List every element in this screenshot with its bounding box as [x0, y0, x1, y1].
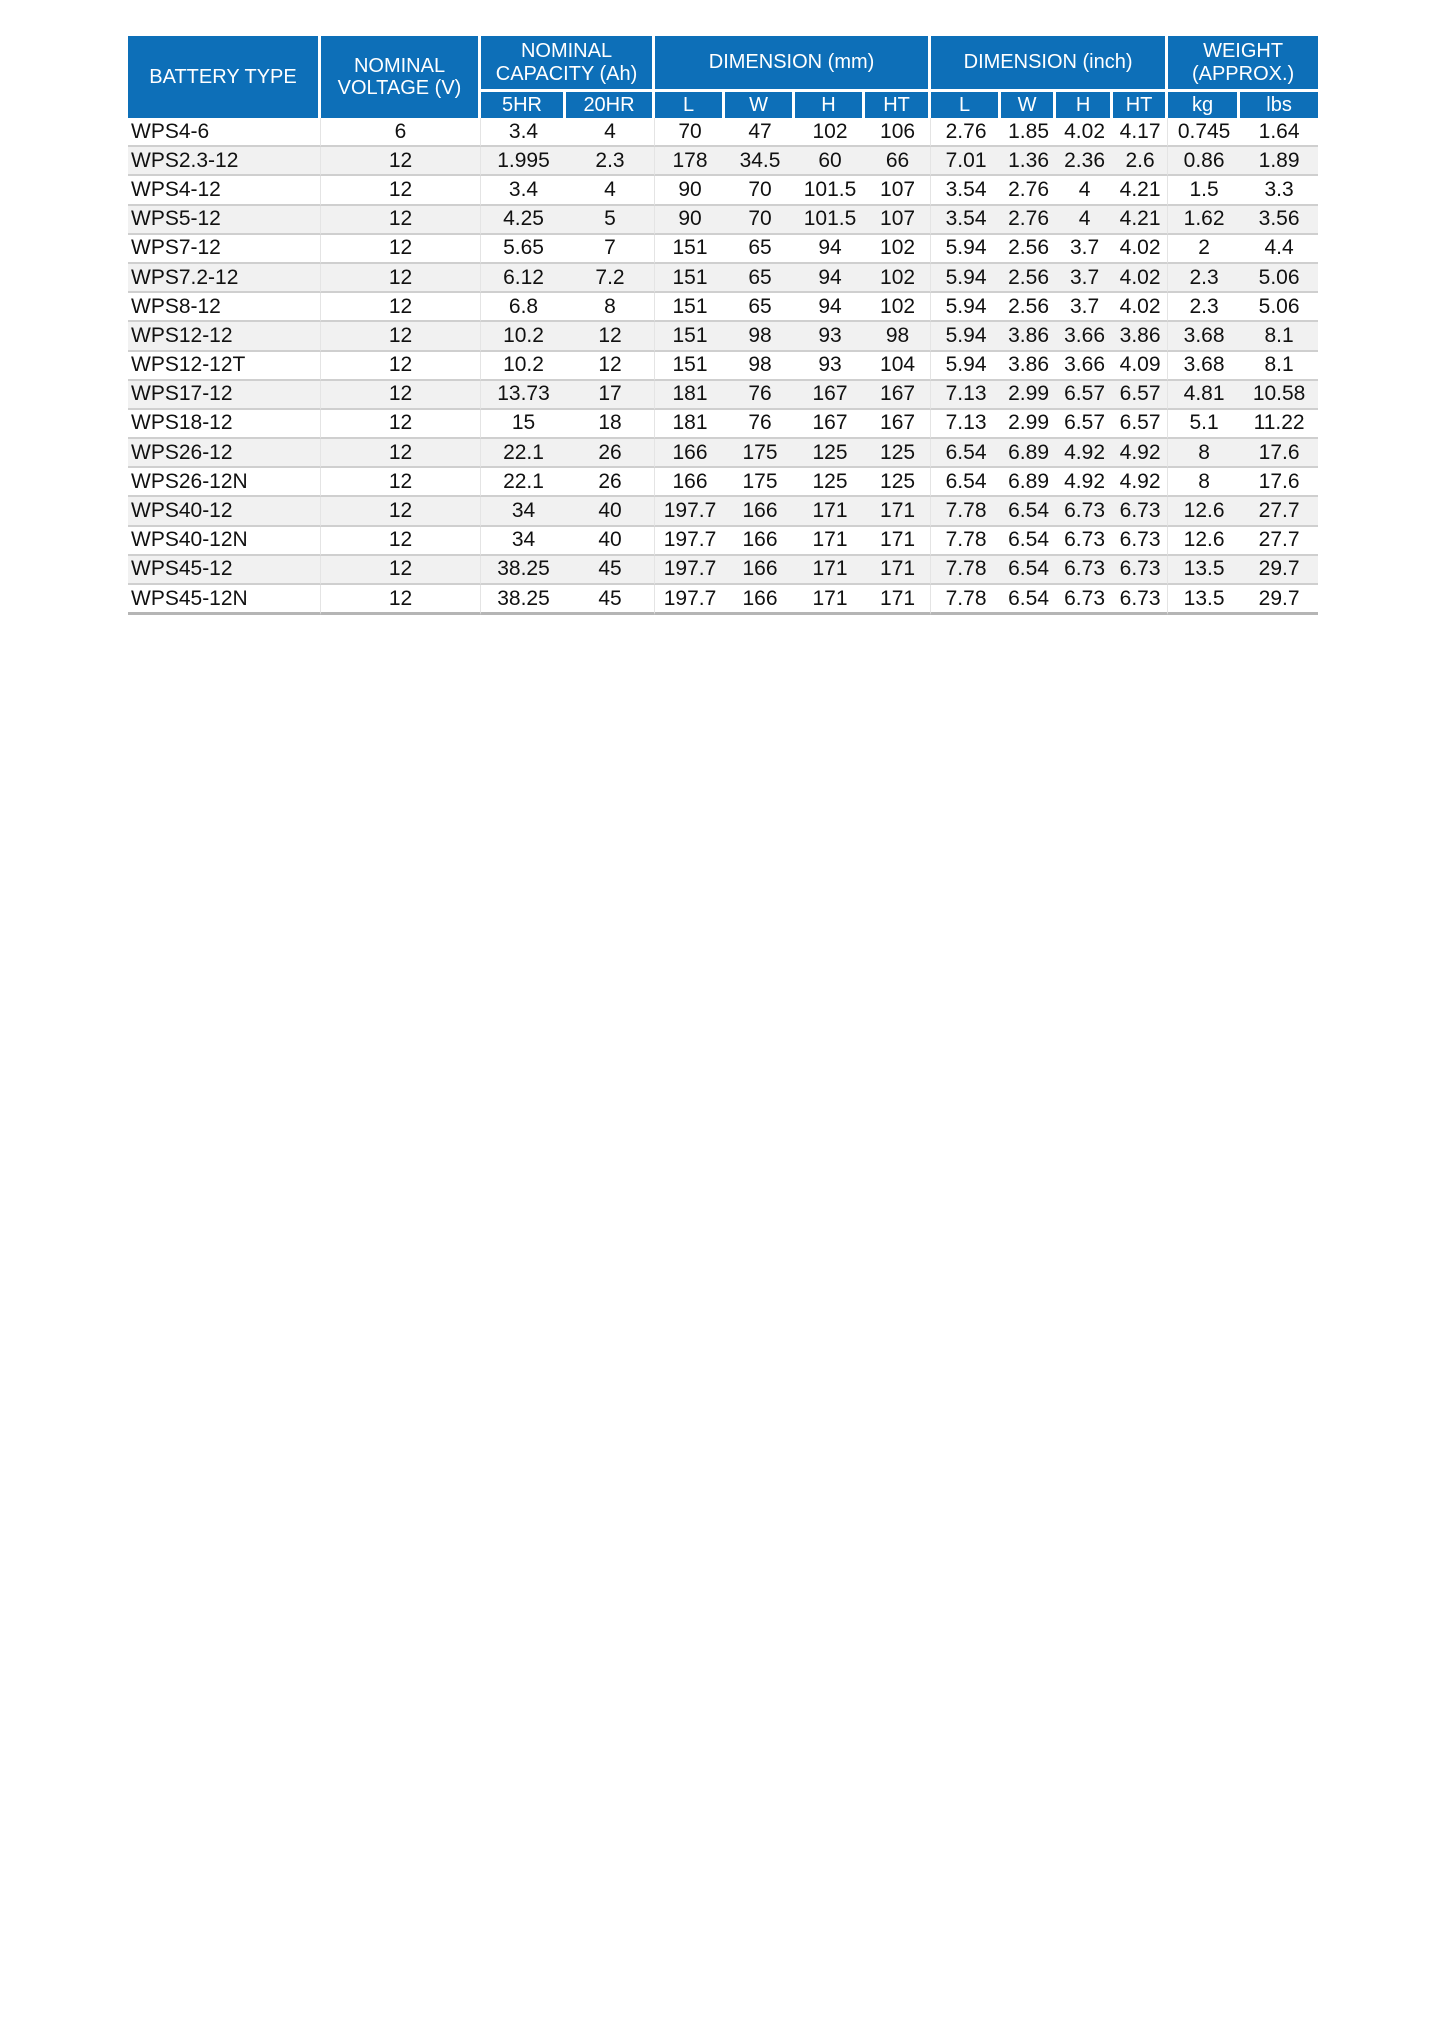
cell-nominal-voltage: 12: [321, 206, 481, 235]
header-mm-h: H: [795, 92, 865, 118]
cell-capacity-5hr: 4.25: [481, 206, 566, 235]
cell-inch-ht: 4.92: [1113, 439, 1168, 468]
header-dimension-inch: DIMENSION (inch): [931, 36, 1168, 92]
cell-inch-l: 7.01: [931, 147, 1001, 176]
cell-inch-ht: 4.02: [1113, 264, 1168, 293]
cell-mm-w: 166: [725, 497, 795, 526]
cell-mm-h: 93: [795, 322, 865, 351]
cell-inch-ht: 4.21: [1113, 206, 1168, 235]
cell-battery-type: WPS7-12: [128, 235, 321, 264]
cell-inch-l: 6.54: [931, 468, 1001, 497]
cell-mm-h: 125: [795, 468, 865, 497]
cell-inch-l: 7.78: [931, 497, 1001, 526]
cell-mm-h: 60: [795, 147, 865, 176]
table-row: [128, 410, 1318, 439]
cell-inch-ht: 6.57: [1113, 381, 1168, 410]
cell-mm-h: 167: [795, 381, 865, 410]
cell-weight-lbs: 8.1: [1240, 352, 1318, 381]
cell-mm-l: 151: [655, 352, 725, 381]
cell-capacity-5hr: 38.25: [481, 556, 566, 585]
cell-capacity-20hr: 7: [566, 235, 655, 264]
cell-inch-ht: 3.86: [1113, 322, 1168, 351]
cell-capacity-20hr: 12: [566, 352, 655, 381]
cell-mm-l: 151: [655, 264, 725, 293]
cell-mm-ht: 107: [865, 176, 931, 205]
cell-inch-h: 3.7: [1056, 293, 1113, 322]
cell-inch-l: 5.94: [931, 352, 1001, 381]
cell-inch-w: 6.54: [1001, 556, 1056, 585]
cell-inch-w: 2.56: [1001, 235, 1056, 264]
cell-weight-lbs: 10.58: [1240, 381, 1318, 410]
cell-mm-h: 125: [795, 439, 865, 468]
cell-inch-w: 6.89: [1001, 468, 1056, 497]
cell-inch-h: 6.57: [1056, 381, 1113, 410]
cell-inch-ht: 4.17: [1113, 118, 1168, 147]
cell-capacity-5hr: 13.73: [481, 381, 566, 410]
cell-mm-h: 94: [795, 264, 865, 293]
cell-inch-l: 2.76: [931, 118, 1001, 147]
battery-spec-sheet: [128, 36, 1318, 615]
cell-weight-lbs: 5.06: [1240, 264, 1318, 293]
cell-inch-l: 7.78: [931, 527, 1001, 556]
cell-battery-type: WPS40-12: [128, 497, 321, 526]
cell-weight-kg: 1.62: [1168, 206, 1240, 235]
cell-mm-ht: 98: [865, 322, 931, 351]
cell-mm-l: 90: [655, 206, 725, 235]
cell-capacity-5hr: 3.4: [481, 176, 566, 205]
header-20hr: 20HR: [566, 92, 655, 118]
cell-capacity-20hr: 26: [566, 468, 655, 497]
cell-mm-h: 101.5: [795, 176, 865, 205]
header-inch-ht: HT: [1113, 92, 1168, 118]
header-mm-w: W: [725, 92, 795, 118]
header-inch-h: H: [1056, 92, 1113, 118]
cell-inch-l: 7.78: [931, 556, 1001, 585]
table-row: [128, 206, 1318, 235]
cell-weight-kg: 1.5: [1168, 176, 1240, 205]
cell-inch-ht: 4.92: [1113, 468, 1168, 497]
cell-mm-ht: 171: [865, 497, 931, 526]
cell-inch-l: 5.94: [931, 322, 1001, 351]
cell-weight-lbs: 11.22: [1240, 410, 1318, 439]
cell-mm-l: 70: [655, 118, 725, 147]
cell-mm-w: 65: [725, 264, 795, 293]
cell-mm-w: 166: [725, 585, 795, 615]
table-row: [128, 322, 1318, 351]
cell-battery-type: WPS26-12: [128, 439, 321, 468]
cell-mm-ht: 107: [865, 206, 931, 235]
cell-inch-h: 2.36: [1056, 147, 1113, 176]
cell-inch-ht: 6.57: [1113, 410, 1168, 439]
header-5hr: 5HR: [481, 92, 566, 118]
cell-nominal-voltage: 6: [321, 118, 481, 147]
cell-nominal-voltage: 12: [321, 293, 481, 322]
cell-mm-h: 171: [795, 497, 865, 526]
cell-battery-type: WPS40-12N: [128, 527, 321, 556]
cell-capacity-20hr: 26: [566, 439, 655, 468]
cell-nominal-voltage: 12: [321, 235, 481, 264]
cell-battery-type: WPS12-12: [128, 322, 321, 351]
cell-inch-w: 2.76: [1001, 206, 1056, 235]
cell-capacity-5hr: 3.4: [481, 118, 566, 147]
cell-battery-type: WPS8-12: [128, 293, 321, 322]
cell-inch-l: 5.94: [931, 235, 1001, 264]
cell-mm-h: 171: [795, 585, 865, 615]
cell-weight-kg: 5.1: [1168, 410, 1240, 439]
cell-mm-h: 93: [795, 352, 865, 381]
table-row: [128, 527, 1318, 556]
cell-weight-kg: 8: [1168, 439, 1240, 468]
cell-capacity-20hr: 4: [566, 176, 655, 205]
cell-capacity-5hr: 5.65: [481, 235, 566, 264]
cell-capacity-20hr: 8: [566, 293, 655, 322]
cell-weight-kg: 13.5: [1168, 556, 1240, 585]
cell-capacity-20hr: 7.2: [566, 264, 655, 293]
cell-inch-w: 3.86: [1001, 352, 1056, 381]
cell-weight-kg: 12.6: [1168, 497, 1240, 526]
cell-battery-type: WPS4-6: [128, 118, 321, 147]
cell-nominal-voltage: 12: [321, 322, 481, 351]
header-battery-type: BATTERY TYPE: [128, 36, 321, 118]
cell-inch-h: 6.73: [1056, 527, 1113, 556]
cell-inch-ht: 2.6: [1113, 147, 1168, 176]
cell-mm-ht: 171: [865, 527, 931, 556]
cell-weight-lbs: 17.6: [1240, 439, 1318, 468]
cell-inch-w: 2.99: [1001, 410, 1056, 439]
cell-mm-l: 90: [655, 176, 725, 205]
cell-capacity-5hr: 10.2: [481, 322, 566, 351]
header-weight: WEIGHT (APPROX.): [1168, 36, 1318, 92]
cell-mm-ht: 66: [865, 147, 931, 176]
cell-inch-w: 1.85: [1001, 118, 1056, 147]
header-dimension-mm: DIMENSION (mm): [655, 36, 931, 92]
cell-capacity-5hr: 10.2: [481, 352, 566, 381]
cell-mm-ht: 125: [865, 439, 931, 468]
cell-mm-ht: 171: [865, 585, 931, 615]
cell-capacity-20hr: 12: [566, 322, 655, 351]
cell-inch-h: 4.92: [1056, 468, 1113, 497]
cell-mm-h: 167: [795, 410, 865, 439]
cell-battery-type: WPS17-12: [128, 381, 321, 410]
cell-weight-lbs: 3.3: [1240, 176, 1318, 205]
cell-capacity-5hr: 6.12: [481, 264, 566, 293]
table-row: [128, 176, 1318, 205]
cell-mm-l: 166: [655, 439, 725, 468]
cell-weight-kg: 2.3: [1168, 293, 1240, 322]
header-lbs: lbs: [1240, 92, 1318, 118]
cell-mm-w: 65: [725, 235, 795, 264]
cell-mm-l: 178: [655, 147, 725, 176]
cell-weight-kg: 3.68: [1168, 352, 1240, 381]
cell-inch-ht: 4.02: [1113, 235, 1168, 264]
cell-weight-kg: 8: [1168, 468, 1240, 497]
cell-battery-type: WPS45-12N: [128, 585, 321, 615]
cell-inch-w: 2.76: [1001, 176, 1056, 205]
header-inch-w: W: [1001, 92, 1056, 118]
cell-inch-h: 4.92: [1056, 439, 1113, 468]
cell-mm-l: 181: [655, 410, 725, 439]
cell-inch-l: 7.13: [931, 381, 1001, 410]
cell-inch-l: 3.54: [931, 176, 1001, 205]
cell-inch-ht: 6.73: [1113, 527, 1168, 556]
header-kg: kg: [1168, 92, 1240, 118]
cell-weight-kg: 12.6: [1168, 527, 1240, 556]
cell-battery-type: WPS2.3-12: [128, 147, 321, 176]
cell-inch-ht: 4.21: [1113, 176, 1168, 205]
cell-mm-l: 197.7: [655, 556, 725, 585]
cell-mm-ht: 171: [865, 556, 931, 585]
table-row: [128, 468, 1318, 497]
header-nominal-capacity: NOMINAL CAPACITY (Ah): [481, 36, 655, 92]
cell-mm-l: 197.7: [655, 527, 725, 556]
header-mm-ht: HT: [865, 92, 931, 118]
cell-mm-w: 98: [725, 352, 795, 381]
table-row: [128, 264, 1318, 293]
cell-nominal-voltage: 12: [321, 264, 481, 293]
cell-battery-type: WPS18-12: [128, 410, 321, 439]
cell-mm-w: 175: [725, 468, 795, 497]
cell-nominal-voltage: 12: [321, 176, 481, 205]
cell-inch-h: 6.73: [1056, 585, 1113, 615]
cell-battery-type: WPS4-12: [128, 176, 321, 205]
cell-mm-l: 166: [655, 468, 725, 497]
cell-inch-h: 3.7: [1056, 264, 1113, 293]
cell-weight-kg: 3.68: [1168, 322, 1240, 351]
cell-mm-h: 101.5: [795, 206, 865, 235]
cell-inch-w: 6.54: [1001, 585, 1056, 615]
cell-mm-w: 175: [725, 439, 795, 468]
cell-capacity-20hr: 18: [566, 410, 655, 439]
cell-mm-ht: 167: [865, 410, 931, 439]
cell-nominal-voltage: 12: [321, 556, 481, 585]
cell-capacity-5hr: 15: [481, 410, 566, 439]
cell-weight-kg: 4.81: [1168, 381, 1240, 410]
cell-mm-ht: 104: [865, 352, 931, 381]
cell-mm-ht: 167: [865, 381, 931, 410]
cell-inch-l: 3.54: [931, 206, 1001, 235]
cell-mm-w: 76: [725, 381, 795, 410]
cell-inch-l: 5.94: [931, 264, 1001, 293]
cell-weight-kg: 2: [1168, 235, 1240, 264]
cell-mm-l: 197.7: [655, 585, 725, 615]
cell-inch-ht: 4.02: [1113, 293, 1168, 322]
table-row: [128, 118, 1318, 147]
header-inch-l: L: [931, 92, 1001, 118]
cell-mm-w: 166: [725, 527, 795, 556]
cell-weight-kg: 13.5: [1168, 585, 1240, 615]
cell-battery-type: WPS45-12: [128, 556, 321, 585]
cell-mm-h: 171: [795, 527, 865, 556]
cell-weight-kg: 2.3: [1168, 264, 1240, 293]
cell-nominal-voltage: 12: [321, 410, 481, 439]
cell-inch-w: 2.56: [1001, 264, 1056, 293]
table-row: [128, 497, 1318, 526]
cell-inch-h: 4: [1056, 206, 1113, 235]
cell-inch-ht: 6.73: [1113, 497, 1168, 526]
cell-inch-h: 3.66: [1056, 352, 1113, 381]
table-row: [128, 293, 1318, 322]
cell-weight-lbs: 17.6: [1240, 468, 1318, 497]
cell-inch-l: 5.94: [931, 293, 1001, 322]
cell-weight-lbs: 3.56: [1240, 206, 1318, 235]
cell-weight-kg: 0.745: [1168, 118, 1240, 147]
cell-nominal-voltage: 12: [321, 585, 481, 615]
table-row: [128, 352, 1318, 381]
cell-inch-h: 6.73: [1056, 556, 1113, 585]
cell-capacity-20hr: 45: [566, 556, 655, 585]
cell-mm-l: 181: [655, 381, 725, 410]
cell-mm-ht: 106: [865, 118, 931, 147]
cell-inch-w: 2.99: [1001, 381, 1056, 410]
cell-capacity-20hr: 2.3: [566, 147, 655, 176]
cell-nominal-voltage: 12: [321, 497, 481, 526]
cell-inch-ht: 4.09: [1113, 352, 1168, 381]
cell-capacity-5hr: 1.995: [481, 147, 566, 176]
cell-battery-type: WPS7.2-12: [128, 264, 321, 293]
cell-nominal-voltage: 12: [321, 352, 481, 381]
cell-capacity-5hr: 38.25: [481, 585, 566, 615]
cell-capacity-20hr: 45: [566, 585, 655, 615]
cell-mm-w: 70: [725, 176, 795, 205]
cell-nominal-voltage: 12: [321, 468, 481, 497]
cell-inch-h: 6.57: [1056, 410, 1113, 439]
cell-mm-w: 98: [725, 322, 795, 351]
table-row: [128, 556, 1318, 585]
cell-mm-h: 102: [795, 118, 865, 147]
cell-capacity-20hr: 40: [566, 497, 655, 526]
cell-inch-h: 4: [1056, 176, 1113, 205]
cell-mm-h: 94: [795, 235, 865, 264]
cell-inch-ht: 6.73: [1113, 585, 1168, 615]
cell-battery-type: WPS12-12T: [128, 352, 321, 381]
cell-capacity-20hr: 5: [566, 206, 655, 235]
cell-mm-h: 94: [795, 293, 865, 322]
table-row: [128, 235, 1318, 264]
cell-inch-w: 6.89: [1001, 439, 1056, 468]
cell-inch-w: 2.56: [1001, 293, 1056, 322]
cell-mm-ht: 102: [865, 235, 931, 264]
cell-nominal-voltage: 12: [321, 439, 481, 468]
cell-weight-lbs: 8.1: [1240, 322, 1318, 351]
cell-weight-lbs: 29.7: [1240, 585, 1318, 615]
table-row: [128, 381, 1318, 410]
cell-nominal-voltage: 12: [321, 147, 481, 176]
cell-weight-lbs: 27.7: [1240, 527, 1318, 556]
cell-mm-h: 171: [795, 556, 865, 585]
cell-mm-l: 151: [655, 322, 725, 351]
cell-inch-w: 3.86: [1001, 322, 1056, 351]
battery-spec-table: [128, 36, 1318, 615]
cell-weight-lbs: 1.64: [1240, 118, 1318, 147]
cell-inch-w: 1.36: [1001, 147, 1056, 176]
cell-inch-h: 6.73: [1056, 497, 1113, 526]
cell-battery-type: WPS26-12N: [128, 468, 321, 497]
cell-inch-w: 6.54: [1001, 497, 1056, 526]
cell-inch-l: 6.54: [931, 439, 1001, 468]
cell-inch-h: 4.02: [1056, 118, 1113, 147]
cell-capacity-5hr: 22.1: [481, 468, 566, 497]
cell-inch-l: 7.78: [931, 585, 1001, 615]
cell-capacity-20hr: 17: [566, 381, 655, 410]
cell-mm-w: 76: [725, 410, 795, 439]
cell-mm-ht: 102: [865, 293, 931, 322]
cell-mm-w: 65: [725, 293, 795, 322]
cell-capacity-5hr: 34: [481, 527, 566, 556]
header-nominal-voltage: NOMINAL VOLTAGE (V): [321, 36, 481, 118]
header-mm-l: L: [655, 92, 725, 118]
cell-inch-h: 3.66: [1056, 322, 1113, 351]
cell-battery-type: WPS5-12: [128, 206, 321, 235]
cell-nominal-voltage: 12: [321, 381, 481, 410]
cell-mm-w: 34.5: [725, 147, 795, 176]
cell-capacity-20hr: 40: [566, 527, 655, 556]
cell-weight-lbs: 1.89: [1240, 147, 1318, 176]
cell-capacity-5hr: 34: [481, 497, 566, 526]
cell-weight-lbs: 29.7: [1240, 556, 1318, 585]
cell-mm-ht: 102: [865, 264, 931, 293]
cell-mm-w: 166: [725, 556, 795, 585]
cell-inch-l: 7.13: [931, 410, 1001, 439]
cell-capacity-5hr: 22.1: [481, 439, 566, 468]
cell-capacity-5hr: 6.8: [481, 293, 566, 322]
cell-mm-w: 47: [725, 118, 795, 147]
cell-weight-kg: 0.86: [1168, 147, 1240, 176]
cell-mm-l: 197.7: [655, 497, 725, 526]
cell-weight-lbs: 27.7: [1240, 497, 1318, 526]
table-row: [128, 439, 1318, 468]
table-header: [128, 36, 1318, 118]
cell-inch-h: 3.7: [1056, 235, 1113, 264]
cell-inch-w: 6.54: [1001, 527, 1056, 556]
cell-mm-l: 151: [655, 293, 725, 322]
cell-mm-ht: 125: [865, 468, 931, 497]
cell-nominal-voltage: 12: [321, 527, 481, 556]
cell-weight-lbs: 4.4: [1240, 235, 1318, 264]
cell-capacity-20hr: 4: [566, 118, 655, 147]
cell-weight-lbs: 5.06: [1240, 293, 1318, 322]
table-body: [128, 118, 1318, 615]
cell-mm-w: 70: [725, 206, 795, 235]
table-row: [128, 585, 1318, 615]
table-row: [128, 147, 1318, 176]
cell-mm-l: 151: [655, 235, 725, 264]
cell-inch-ht: 6.73: [1113, 556, 1168, 585]
